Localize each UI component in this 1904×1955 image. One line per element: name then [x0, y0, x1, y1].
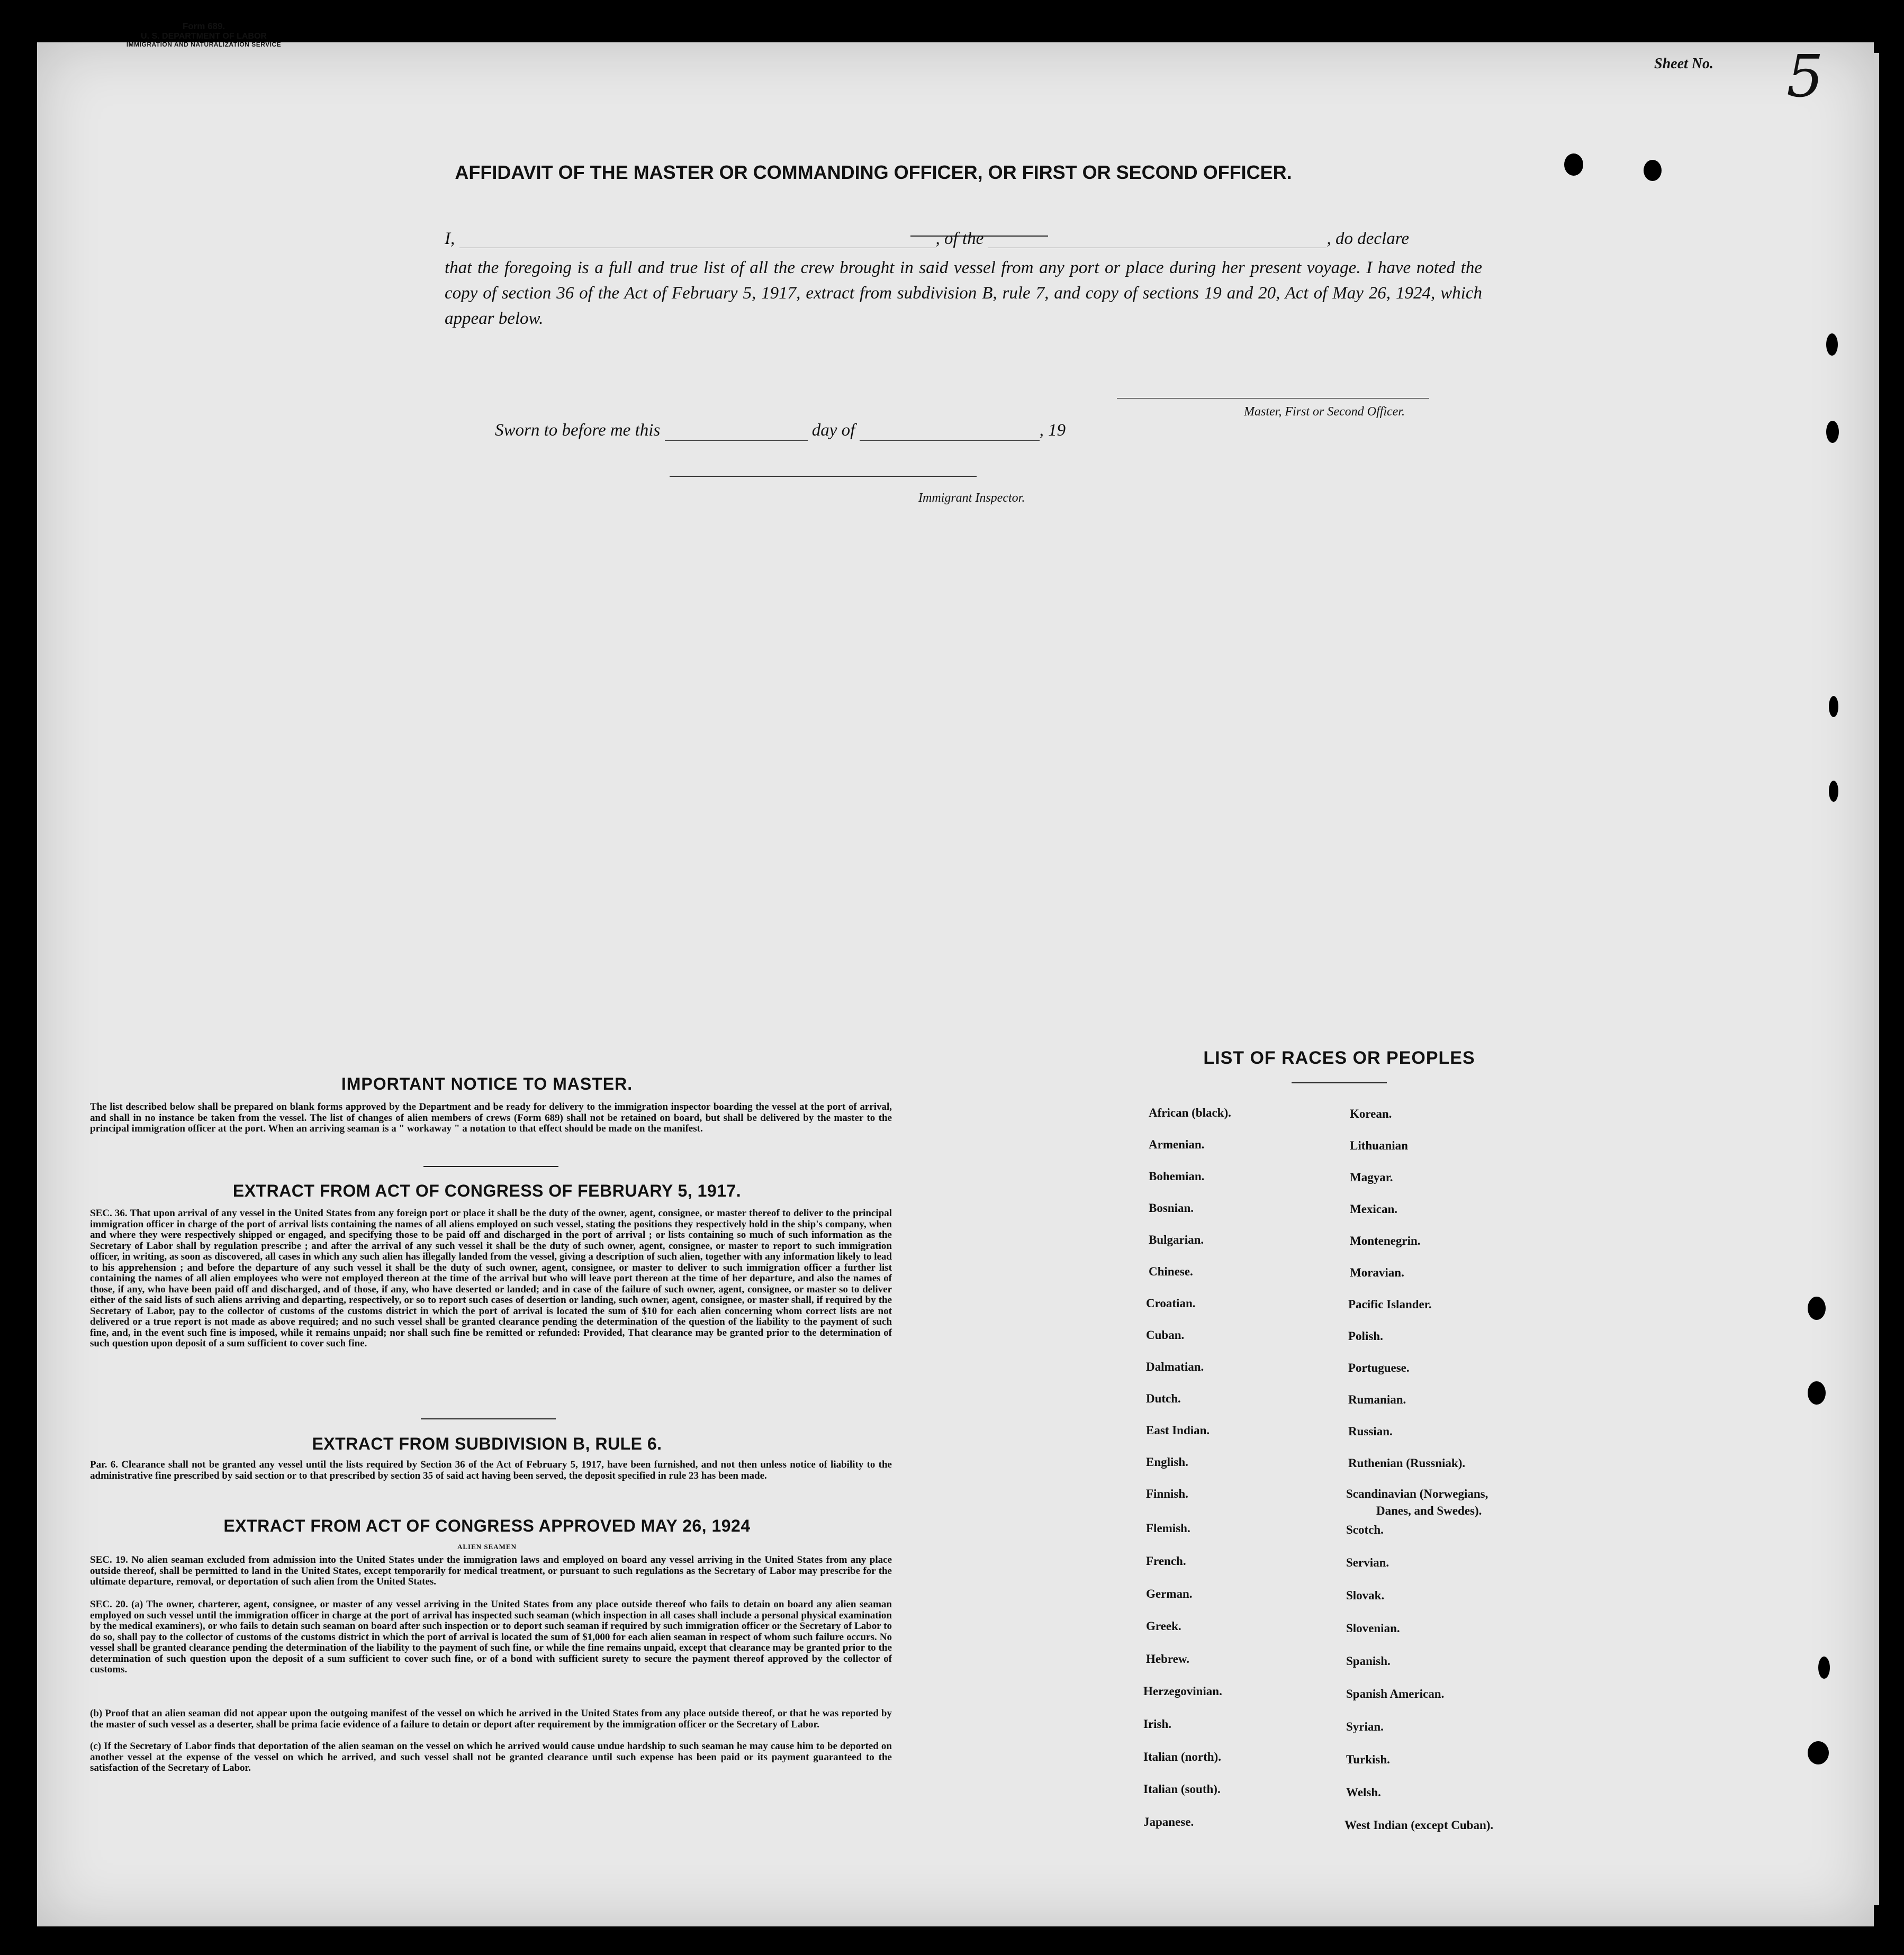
- race-item: Turkish.: [1346, 1753, 1390, 1766]
- subdivision-b-text: Par. 6. Clearance shall not be granted any vessel until the lists required by Section 36 of the Act of February 5, 1917, have been furnished, and not then unless notice of liability to the administrative fine prescribed by said section or to that prescribed by section 35 of said act having been served, the deposit specified in rule 23 has been made.: [90, 1459, 892, 1481]
- extract-1917-title: EXTRACT FROM ACT OF CONGRESS OF FEBRUARY 5, 1917.: [232, 1181, 742, 1200]
- sworn-month-blank[interactable]: [860, 421, 1040, 441]
- sworn-day-label: day of: [811, 421, 855, 440]
- sworn-year-label: , 19: [1039, 421, 1066, 440]
- officer-name-blank[interactable]: [459, 230, 936, 248]
- notice-text: The list described below shall be prepared on blank forms approved by the Department and be ready for delivery to the immigration inspector boarding the vessel at the port of arrival, and shall in no instance be taken from the vessel. The list of changes of alien members of crews (Form 689) shall not be retained on board, but shall be delivered by the master to the principal immigration officer at the port. When an arriving seaman is a " workaway " a notation to that effect should be made on the manifest.: [90, 1101, 892, 1134]
- race-item: French.: [1146, 1554, 1186, 1568]
- race-item: Bulgarian.: [1149, 1233, 1204, 1246]
- punch-hole: [1564, 153, 1583, 176]
- race-item: Bohemian.: [1149, 1170, 1205, 1183]
- race-item: Dutch.: [1146, 1392, 1181, 1405]
- race-item: Italian (south).: [1143, 1782, 1221, 1796]
- master-signature-label: Master, First or Second Officer.: [1244, 405, 1405, 419]
- service-name: IMMIGRATION AND NATURALIZATION SERVICE: [126, 40, 282, 48]
- race-item: Slovak.: [1346, 1589, 1385, 1602]
- race-item: Moravian.: [1350, 1266, 1404, 1279]
- race-item: Pacific Islander.: [1348, 1298, 1432, 1311]
- race-item: Flemish.: [1146, 1522, 1190, 1535]
- section-20a-text: SEC. 20. (a) The owner, charterer, agent, consignee, or master of any vessel arriving in the United States from any place outside thereof who fails to detain on board any alien seaman employed on such vessel until the immigration officer in charge at the port of arrival has inspected such seaman (which inspection in all cases shall include a personal physical examination by the medical examiners), or who fails to detain such seaman on board after such inspection or to deport such seaman if required by such immigration officer or the Secretary of Labor to do so, shall pay to the collector of customs of the customs district in which the port of arrival is located the sum of $1,000 for each alien seaman in respect of whom such failure occurs. No vessel shall be granted clearance pending the determination of the liability to the payment of such fine, or while the fine remains unpaid, except that clearance may be granted prior to the determination of such question upon the deposit of a sum sufficient to cover such fine, or of a bond with sufficient surety to secure the payment thereof approved by the collector of customs.: [90, 1599, 892, 1675]
- race-item: Korean.: [1350, 1107, 1392, 1120]
- race-item: Welsh.: [1346, 1786, 1381, 1799]
- extract-1924-title: EXTRACT FROM ACT OF CONGRESS APPROVED MAY 26, 1924: [223, 1516, 751, 1535]
- alien-seamen-subtitle: ALIEN SEAMEN: [457, 1543, 517, 1551]
- punch-hole: [1644, 160, 1662, 181]
- race-item: Armenian.: [1149, 1138, 1205, 1151]
- race-item: Magyar.: [1350, 1171, 1393, 1184]
- punch-hole: [1826, 333, 1838, 356]
- race-item: Servian.: [1346, 1556, 1389, 1569]
- race-item: Greek.: [1146, 1619, 1181, 1633]
- sworn-day-blank[interactable]: [665, 421, 808, 441]
- punch-hole: [1829, 781, 1838, 802]
- race-item: Bosnian.: [1149, 1201, 1194, 1215]
- extract-1917-text: SEC. 36. That upon arrival of any vessel in the United States from any foreign port or place it shall be the duty of the owner, agent, consignee, or master thereof to deliver to the principal immigration officer in charge of the port of arrival lists containing the names of all aliens employed on such vessel, stating the positions they respectively hold in the ship's company, when and where they were respectively shipped or engaged, and specifying those to be paid off and discharged in the port of arrival ; or lists containing so much of such information as the Secretary of Labor shall by regulation prescribe ; and after the arrival of any such vessel it shall be the duty of such owner, agent, consignee, or master to report to such immigration officer, in writing, as soon as discovered, all cases in which any such alien has illegally landed from the vessel, giving a description of such alien, together with any information likely to lead to his apprehension ; and before the departure of any such vessel it shall be the duty of such owner, agent, consignee, or master to deliver to such immigration officer a further list containing the names of all alien employees who were not employed thereon at the time of the arrival but who will leave port thereon at the time of her departure, and also the names of those, if any, who have been paid off and discharged, and of those, if any, who have deserted or landed; and in case of the failure of such owner, agent, consignee, or master so to deliver either of the said lists of such aliens arriving and departing, respectively, or so to report such cases of desertion or landing, such owner, agent, consignee, or master shall, if required by the Secretary of Labor, pay to the collector of customs of the customs district in which the port of arrival is located the sum of $10 for each alien concerning whom correct lists are not delivered or a true report is not made as above required; and no such vessel shall be granted clearance pending the determination of the question of the liability to the payment of such fine, and, in the event such fine is imposed, while it remains unpaid; nor shall such fine be remitted or refunded: Provided, That clearance may be granted prior to the determination of such question upon deposit of a sum sufficient to cover such fine.: [90, 1208, 892, 1349]
- affidavit-declaration-line: [445, 230, 1482, 248]
- race-item: Scandinavian (Norwegians,: [1346, 1487, 1488, 1500]
- race-item: Slovenian.: [1346, 1622, 1400, 1635]
- race-item: Syrian.: [1346, 1720, 1384, 1733]
- race-item: Mexican.: [1350, 1202, 1398, 1216]
- punch-hole: [1808, 1381, 1826, 1405]
- races-divider: [1292, 1082, 1387, 1083]
- race-item: Danes, and Swedes).: [1376, 1504, 1482, 1517]
- inspector-signature-line[interactable]: [670, 476, 977, 477]
- race-item: Croatian.: [1146, 1297, 1196, 1310]
- race-item: Dalmatian.: [1146, 1360, 1204, 1373]
- race-item: Spanish.: [1346, 1654, 1391, 1668]
- race-item: Rumanian.: [1348, 1393, 1406, 1406]
- race-item: Finnish.: [1146, 1487, 1188, 1500]
- section-19-text: SEC. 19. No alien seaman excluded from admission into the United States under the immigration laws and employed on board any vessel arriving in the United States from any place outside thereof, shall be permitted to land in the United States, except temporarily for medical treatment, or pursuant to such regulations as the Secretary of Labor may prescribe for the ultimate departure, removal, or deportation of such alien from the United States.: [90, 1554, 892, 1587]
- race-item: Spanish American.: [1346, 1687, 1445, 1700]
- race-item: Italian (north).: [1143, 1750, 1221, 1763]
- race-item: Scotch.: [1346, 1523, 1384, 1536]
- inspector-signature-label: Immigrant Inspector.: [918, 491, 1025, 505]
- notice-title: IMPORTANT NOTICE TO MASTER.: [341, 1074, 633, 1093]
- affidavit-title: AFFIDAVIT OF THE MASTER OR COMMANDING OFFICER, OR FIRST OR SECOND OFFICER.: [455, 161, 1292, 183]
- section-20b-text: (b) Proof that an alien seaman did not appear upon the outgoing manifest of the vessel on which he arrived in the United States from any place outside thereof, or that he was reported by the master of such vessel as a deserter, shall be prima facie evidence of a failure to detain or deport after requirement by the immigration officer or the Secretary of Labor.: [90, 1708, 892, 1730]
- race-item: Portuguese.: [1348, 1361, 1410, 1374]
- sworn-prefix: Sworn to before me this: [495, 421, 661, 440]
- master-signature-line[interactable]: [1117, 398, 1429, 399]
- line-declare: , do declare: [1327, 229, 1409, 248]
- department-name: U. S. DEPARTMENT OF LABOR: [141, 31, 267, 41]
- race-item: East Indian.: [1146, 1424, 1210, 1437]
- punch-hole: [1808, 1297, 1826, 1320]
- affidavit-paragraph: that the foregoing is a full and true list of all the crew brought in said vessel from any port or place during her present voyage. I have noted the copy of section 36 of the Act of February 5, 1917, extract from subdivision B, rule 7, and copy of sections 19 and 20, Act of May 26, 1924, which appear below.: [445, 258, 1482, 328]
- race-item: Lithuanian: [1350, 1139, 1408, 1152]
- vessel-name-blank[interactable]: [988, 230, 1327, 248]
- punch-hole: [1808, 1741, 1829, 1764]
- race-item: Herzegovinian.: [1143, 1685, 1222, 1698]
- punch-hole: [1826, 421, 1839, 443]
- race-item: German.: [1146, 1587, 1193, 1600]
- sworn-line: [495, 421, 1066, 441]
- form-number: Form 689.: [182, 21, 225, 31]
- sheet-number-label: Sheet No.: [1654, 56, 1713, 72]
- race-item: English.: [1146, 1455, 1188, 1469]
- race-item: Ruthenian (Russniak).: [1348, 1456, 1466, 1470]
- race-item: West Indian (except Cuban).: [1344, 1818, 1494, 1832]
- race-item: Russian.: [1348, 1425, 1393, 1438]
- punch-hole: [1829, 696, 1838, 717]
- race-item: Irish.: [1143, 1717, 1172, 1731]
- race-item: Hebrew.: [1146, 1652, 1189, 1666]
- race-item: Chinese.: [1149, 1265, 1193, 1278]
- subdivision-b-title: EXTRACT FROM SUBDIVISION B, RULE 6.: [312, 1434, 662, 1453]
- line-of-the: , of the: [935, 229, 984, 248]
- race-item: Cuban.: [1146, 1328, 1185, 1342]
- section-divider: [421, 1418, 556, 1419]
- form-header: [111, 21, 296, 49]
- race-item: Japanese.: [1143, 1815, 1194, 1829]
- section-20c-text: (c) If the Secretary of Labor finds that deportation of the alien seaman on the vessel on which he arrived would cause undue hardship to such seaman he may cause him to be deported on another vessel at the expense of the vessel on which he arrived, and such vessel shall not be granted clearance until such expense has been paid or its payment guaranteed to the satisfaction of the Secretary of Labor.: [90, 1741, 892, 1773]
- line-i: I,: [445, 229, 455, 248]
- race-item: Polish.: [1348, 1329, 1383, 1343]
- race-item: African (black).: [1149, 1106, 1231, 1119]
- punch-hole: [1818, 1657, 1830, 1679]
- race-item: Montenegrin.: [1350, 1234, 1421, 1247]
- section-divider: [423, 1166, 558, 1167]
- sheet-number-value: 5: [1786, 42, 1824, 110]
- races-title: LIST OF RACES OR PEOPLES: [1203, 1048, 1475, 1068]
